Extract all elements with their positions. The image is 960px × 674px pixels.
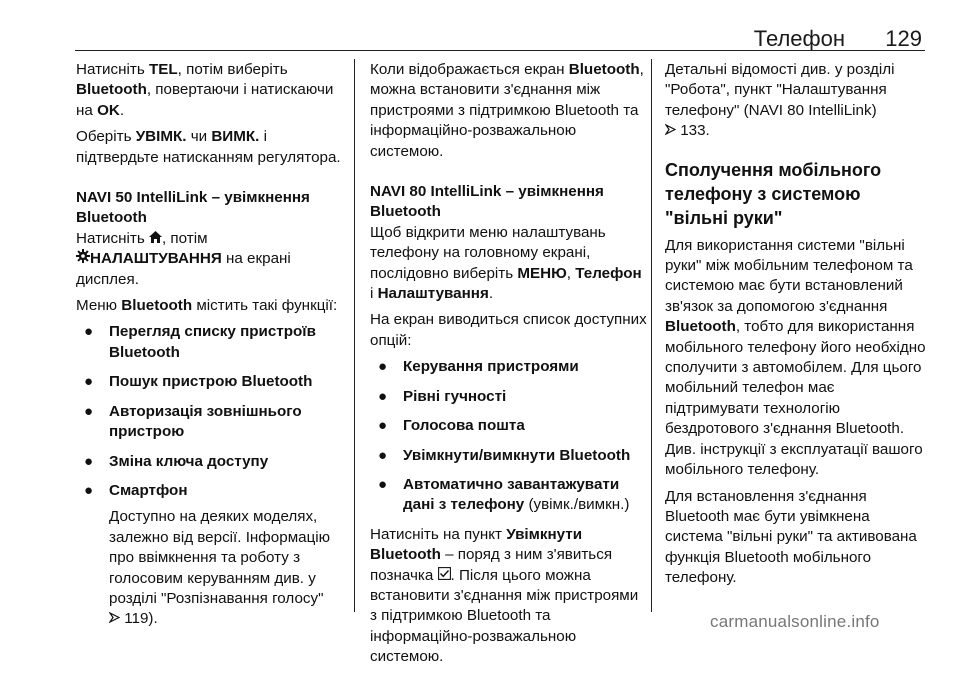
section-heading-navi50: NAVI 50 IntelliLink – увімкнення Bluetooth (76, 189, 310, 227)
smartphone-description: Доступно на деяких моделях, залежно від версії. Інформацію про ввімкнення та роботу з голосовим керуванням див. у розділі "Розпізнавання голосу" 119). (109, 507, 348, 629)
column-divider-1 (354, 59, 355, 612)
pairing-description: Для використання системи "вільні руки" між мобільним телефоном та системою має бути встановлений зв'язок за допомогою з'єднання Bluetooth, тобто для використання мобільного телефону його необхідно сполучити з автомобілем. Для цього мобільний телефон має підтримувати технологію бездротового з'єднання Bluetooth. Див. інструкції з експлуатації вашого мобільного телефону. (665, 236, 926, 479)
section-title: Телефон (753, 26, 845, 51)
list-item: ● Рівні гучності (378, 387, 507, 405)
list-item: ● Керування пристроями (378, 358, 579, 376)
watermark: carmanualsonline.info (710, 612, 880, 631)
list-item: ● Перегляд списку пристроїв Bluetooth (84, 323, 316, 361)
instruction-settings: Натисніть , потім НАЛАШТУВАННЯ на екрані дисплея. (76, 229, 291, 288)
column-3 (665, 60, 927, 595)
section-heading-pairing: Сполучення мобільного телефону з системою "вільні руки" (665, 159, 882, 228)
column-2 (370, 60, 648, 674)
page-header (0, 0, 960, 52)
list-item: ● Автоматично завантажувати дані з телефону (увімк./вимкн.) (378, 475, 630, 514)
home-icon (149, 229, 162, 249)
checkbox-icon (438, 566, 451, 586)
instruction-enable-bluetooth: Натисніть на пункт Увімкнути Bluetooth – поряд з ним з'явиться позначка . Після цього можна встановити з'єднання між пристроями з підтримкою Bluetooth та інформаційно-розважальною системою. (370, 525, 639, 666)
menu-bluetooth-intro: Меню Bluetooth містить такі функції: (76, 297, 338, 315)
details-reference: Детальні відомості див. у розділі "Робота", пункт "Налаштування телефону" (NAVI 80 IntelliLink) 133. (665, 60, 927, 142)
instruction-on-off: Оберіть УВІМК. чи ВИМК. і підтвердьте натисканням регулятора. (76, 128, 341, 166)
column-1 (76, 60, 348, 639)
page-number: 129 (885, 26, 922, 51)
column-divider-2 (651, 59, 652, 612)
pairing-requirements: Для встановлення з'єднання Bluetooth має бути увімкнена система "вільні руки" та активована функція Bluetooth мобільного телефону. (665, 487, 917, 587)
instruction-tel: Натисніть TEL, потім виберіть Bluetooth, повертаючи і натискаючи на OK. (76, 61, 334, 119)
bluetooth-functions-list (76, 322, 348, 629)
section-heading-navi80: NAVI 80 IntelliLink – увімкнення Bluetooth (370, 183, 604, 221)
list-item: ● Пошук пристрою Bluetooth (84, 373, 313, 391)
bluetooth-screen-info: Коли відображається екран Bluetooth, можна встановити з'єднання між пристроями з підтримкою Bluetooth та інформаційно-розважальною системою. (370, 61, 644, 160)
list-item: ● Смартфон Доступно на деяких моделях, залежно від версії. Інформацію про ввімкнення та роботу з голосовим керуванням див. у розділі "Розпізнавання голосу" 119). (76, 481, 348, 630)
list-item: ● Авторизація зовнішнього пристрою (84, 402, 302, 441)
gear-icon (76, 249, 90, 269)
arrow-reference-icon (109, 609, 120, 629)
instruction-menu: Щоб відкрити меню налаштувань телефону на головному екрані, послідовно виберіть МЕНЮ, Телефон і Налаштування. (370, 223, 642, 303)
arrow-reference-icon (665, 121, 676, 141)
header-divider (75, 50, 925, 51)
list-item: ● Увімкнути/вимкнути Bluetooth (378, 446, 631, 464)
list-item: ● Зміна ключа доступу (84, 452, 269, 470)
options-intro: На екран виводиться список доступних опцій: (370, 311, 647, 349)
options-list (370, 357, 648, 515)
list-item: ● Голосова пошта (378, 417, 525, 435)
